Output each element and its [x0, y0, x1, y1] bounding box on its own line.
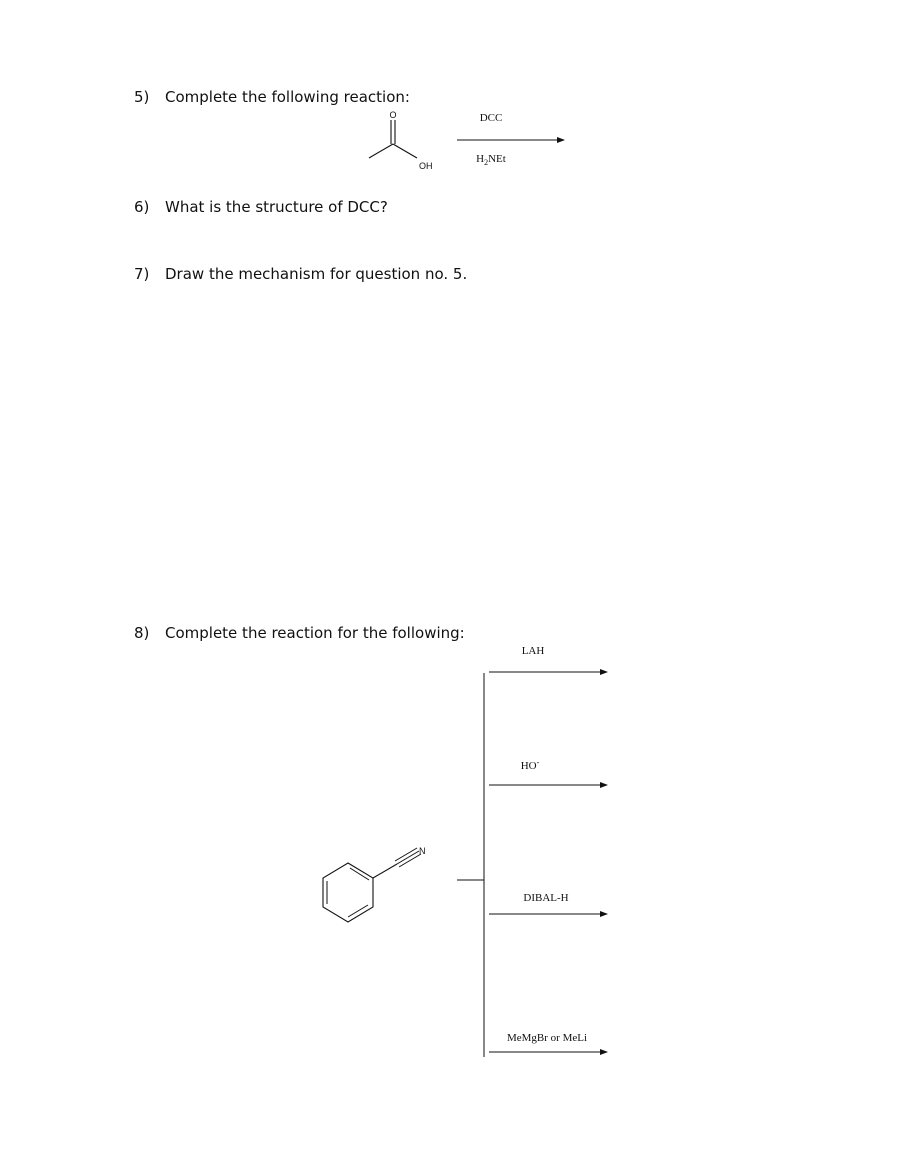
reaction-8-branch [457, 645, 607, 1057]
oxygen-label: O [389, 110, 397, 120]
reagent-hydroxide: HO- [520, 758, 540, 772]
aryl-nitrile-bond [373, 864, 397, 878]
question-6-text: What is the structure of DCC? [165, 198, 388, 216]
reagent-memgbr-meli: MeMgBr or MeLi [506, 1032, 588, 1044]
hydroxyl-label: OH [419, 161, 433, 171]
reagent-lah: LAH [521, 645, 545, 657]
reagent-dibal-h: DIBAL-H [523, 892, 569, 904]
question-7-number: 7) [134, 265, 150, 283]
nitrogen-label: N [419, 846, 426, 856]
question-5-number: 5) [134, 88, 150, 106]
benzene-ring [323, 863, 373, 922]
question-6-number: 6) [134, 198, 150, 216]
methyl-bond [369, 144, 393, 158]
question-7-text: Draw the mechanism for question no. 5. [165, 265, 468, 283]
reagent-dcc: DCC [479, 112, 503, 124]
acetic-acid-structure [369, 110, 433, 171]
hydroxyl-bond [393, 144, 417, 158]
reaction-5-arrow-group [457, 112, 564, 167]
question-8-number: 8) [134, 624, 150, 642]
benzonitrile-structure [323, 846, 426, 922]
question-5-text: Complete the following reaction: [165, 88, 410, 106]
question-8-text: Complete the reaction for the following: [165, 624, 465, 642]
reagent-h2net: $H_2NEt$ [476, 153, 506, 167]
aromatic-double-bond-2 [348, 905, 368, 917]
